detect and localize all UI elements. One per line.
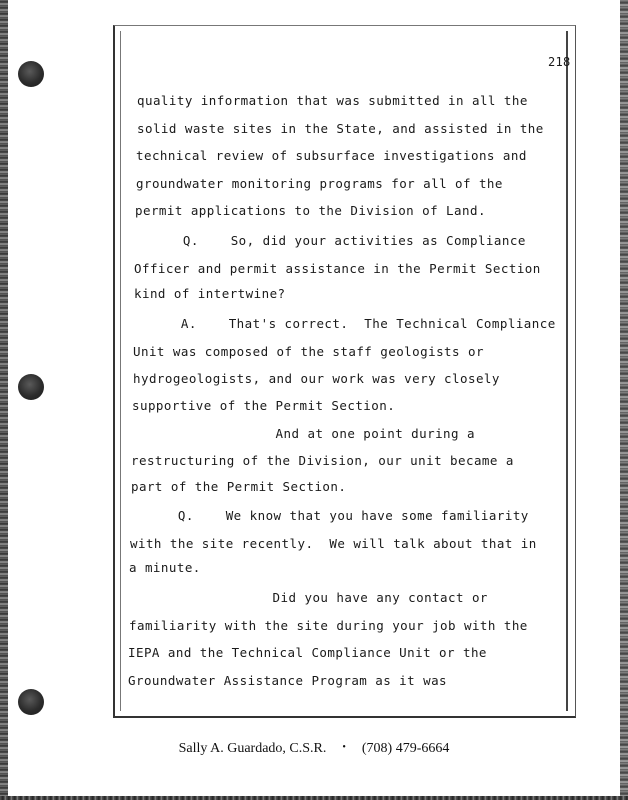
transcript-line: Q. We know that you have some familiarity [130, 508, 529, 523]
page-number: 218 [548, 55, 571, 69]
reporter-name: Sally A. Guardado, C.S.R. [178, 741, 327, 756]
transcript-line: permit applications to the Division of Land. [135, 203, 486, 218]
transcript-line: And at one point during a [132, 426, 475, 441]
transcript-line: Did you have any contact or [129, 590, 488, 605]
transcript-line: with the site recently. We will talk about that in [130, 536, 537, 551]
transcript-line: Unit was composed of the staff geologists or [133, 344, 484, 359]
transcript-line: A. That's correct. The Technical Compliance [133, 316, 556, 331]
transcript-line: hydrogeologists, and our work was very closely [133, 371, 500, 386]
transcript-line: familiarity with the site during your job with the [129, 618, 528, 633]
transcript-line: restructuring of the Division, our unit became a [131, 453, 514, 468]
transcript-line: part of the Permit Section. [131, 479, 347, 494]
transcript-line: a minute. [129, 560, 201, 575]
transcript-line: Officer and permit assistance in the Permit Section [134, 261, 541, 276]
transcript-line: technical review of subsurface investigations and [136, 148, 527, 163]
transcript-line: Groundwater Assistance Program as it was [128, 673, 448, 688]
transcript-line: kind of intertwine? [134, 286, 286, 301]
transcript-line: quality information that was submitted in all the [137, 93, 528, 108]
transcript-line: supportive of the Permit Section. [132, 398, 396, 413]
footer-separator: • [342, 742, 346, 753]
reporter-phone: (708) 479-6664 [361, 741, 450, 756]
transcript-line: Q. So, did your activities as Compliance [135, 233, 526, 248]
reporter-footer [0, 741, 628, 757]
transcript-line: solid waste sites in the State, and assisted in the [137, 121, 544, 136]
transcript-line: groundwater monitoring programs for all of the [136, 176, 503, 191]
transcript-line: IEPA and the Technical Compliance Unit or the [128, 645, 487, 660]
